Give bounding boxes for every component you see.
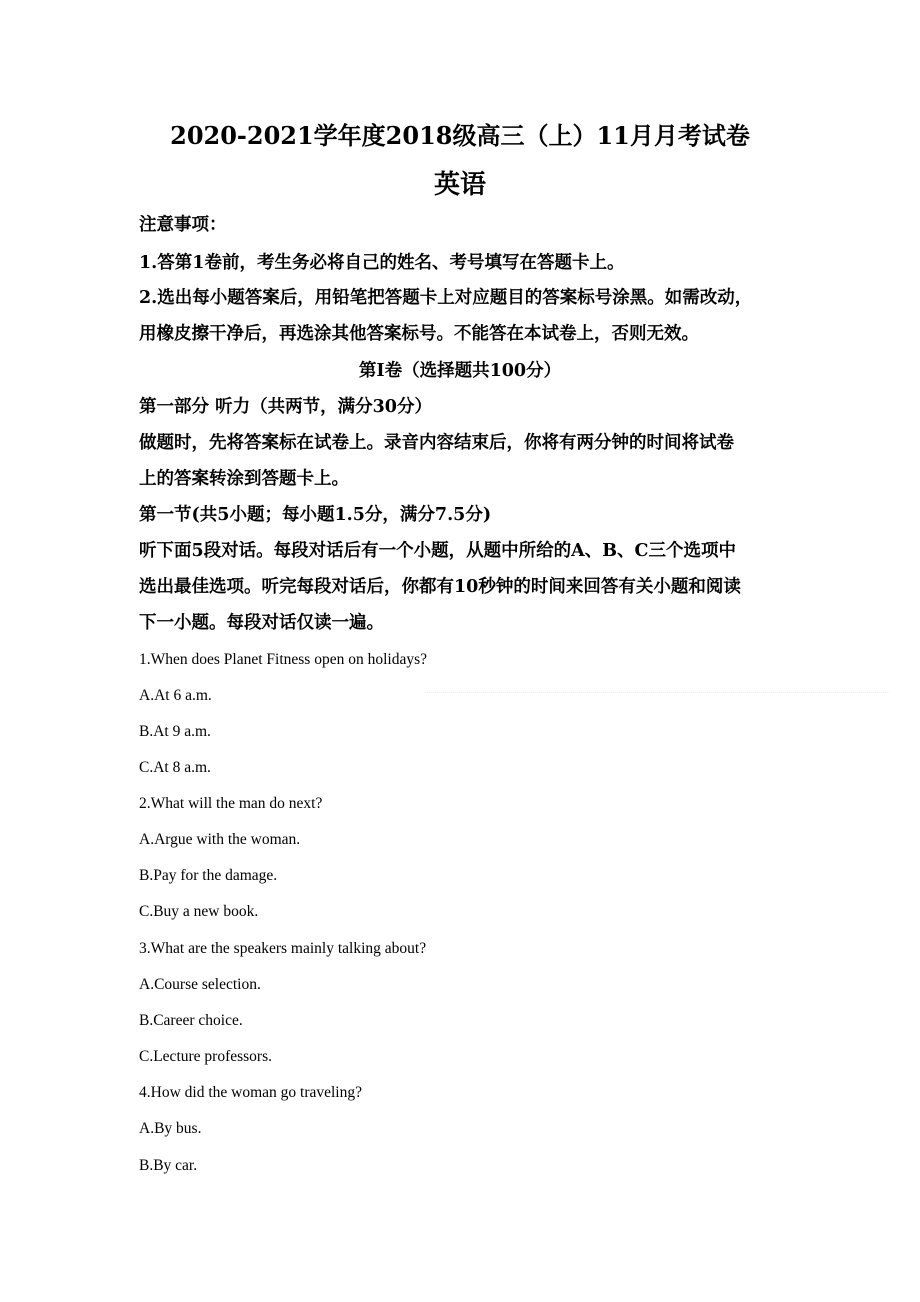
question-1-option-a: A.At 6 a.m. <box>139 687 212 704</box>
question-3-option-a: A.Course selection. <box>139 976 261 993</box>
question-3-option-b: B.Career choice. <box>139 1012 243 1029</box>
question-1-option-b: B.At 9 a.m. <box>139 723 211 740</box>
part-title: 第一部分 听力（共两节，满分30分） <box>139 397 432 417</box>
question-2-option-b: B.Pay for the damage. <box>139 867 278 884</box>
question-2: 2.What will the man do next? <box>139 795 323 812</box>
question-4-option-a: A.By bus. <box>139 1120 202 1137</box>
scan-artifact-rule <box>425 692 890 693</box>
question-1: 1.When does Planet Fitness open on holidays? <box>139 651 427 668</box>
question-4: 4.How did the woman go traveling? <box>139 1084 362 1101</box>
notes-item-1: 1.答第1卷前，考生务必将自己的姓名、考号填写在答题卡上。 <box>139 253 625 273</box>
notes-item-2-line-2: 用橡皮擦干净后，再选涂其他答案标号。不能答在本试卷上，否则无效。 <box>139 324 699 344</box>
question-2-option-a: A.Argue with the woman. <box>139 831 301 848</box>
subsection-instruction-line-3: 下一小题。每段对话仅读一遍。 <box>139 613 384 633</box>
notes-item-2-line-1: 2.选出每小题答案后，用铅笔把答题卡上对应题目的答案标号涂黑。如需改动， <box>139 288 753 308</box>
subsection-instruction-line-2: 选出最佳选项。听完每段对话后，你都有10秒钟的时间来回答有关小题和阅读 <box>139 577 741 597</box>
volume-title: 第Ⅰ卷（选择题共100分） <box>358 361 562 381</box>
subsection-title: 第一节(共5小题；每小题1.5分，满分7.5分) <box>139 505 492 525</box>
question-2-option-c: C.Buy a new book. <box>139 903 259 920</box>
part-instruction-line-2: 上的答案转涂到答题卡上。 <box>139 469 349 489</box>
part-instruction-line-1: 做题时，先将答案标在试卷上。录音内容结束后，你将有两分钟的时间将试卷 <box>139 433 734 453</box>
subject-title: 英语 <box>433 170 486 200</box>
notes-heading: 注意事项： <box>139 215 227 235</box>
subsection-instruction-line-1: 听下面5段对话。每段对话后有一个小题，从题中所给的A、B、C三个选项中 <box>139 541 736 561</box>
question-3-option-c: C.Lecture professors. <box>139 1048 272 1065</box>
question-4-option-b: B.By car. <box>139 1157 198 1174</box>
question-3: 3.What are the speakers mainly talking about? <box>139 940 427 957</box>
question-1-option-c: C.At 8 a.m. <box>139 759 211 776</box>
exam-title: 2020-2021学年度2018级高三（上）11月月考试卷 <box>170 121 750 150</box>
